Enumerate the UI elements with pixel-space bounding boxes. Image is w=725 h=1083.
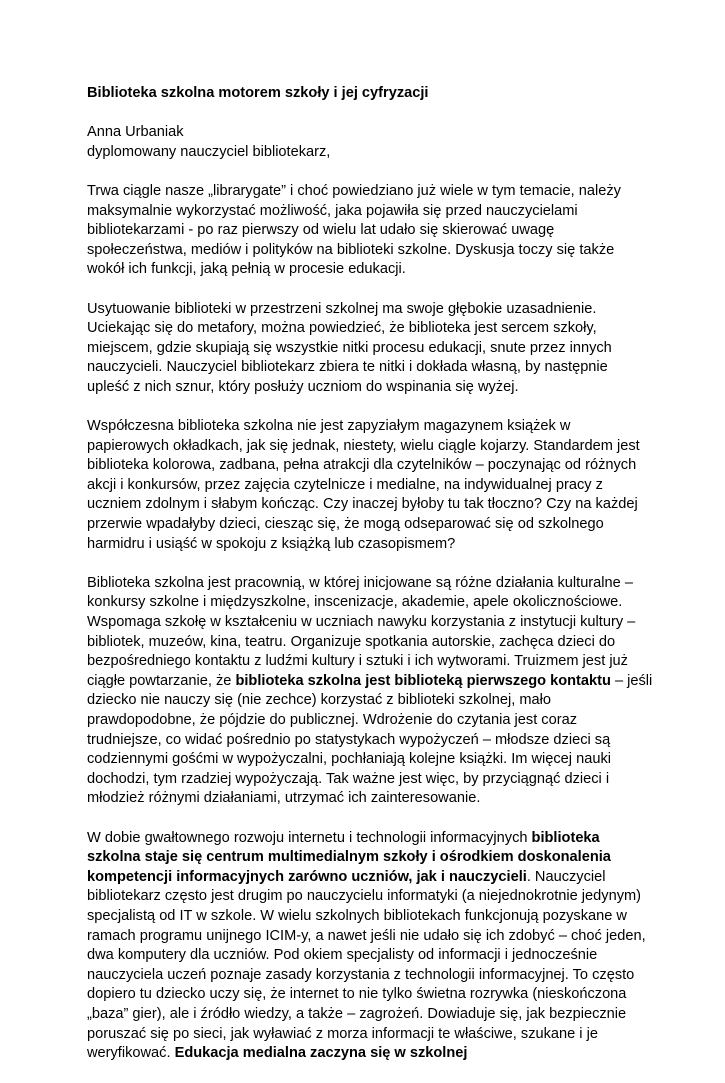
paragraph-text: Usytuowanie biblioteki w przestrzeni szkolnej ma swoje głębokie uzasadnienie. Uciekając się do metafory, można powiedzieć, że biblioteka jest sercem szkoły, miejscem, gdzie skupiają się wszystkie nitki procesu edukacji, snute przez innych nauczycieli. Nauczyciel bibliotekarz zbiera te nitki i dokłada własną, by następnie upleść z nich sznur, który posłuży uczniom do wspinania się wyżej. [87, 300, 612, 395]
paragraph-library-location [87, 300, 653, 398]
paragraph-it-era [87, 829, 653, 1064]
paragraph-emphasis: Edukacja medialna zaczyna się w szkolnej [174, 1045, 468, 1062]
author-block [87, 123, 653, 162]
paragraph-text: Trwa ciągle nasze „librarygate” i choć powiedziano już wiele w tym temacie, należy maksymalnie wykorzystać możliwość, jaka pojawiła się przed nauczycielami bibliotekarzami - po raz pierwszy od wielu lat udało się skierować uwagę społeczeństwa, mediów i polityków na biblioteki szkolne. Dyskusja toczy się także wokół ich funkcji, jaką pełnią w procesie edukacji. [87, 182, 621, 278]
paragraph-text: . Nauczyciel bibliotekarz często jest drugim po nauczycielu informatyki (a niejednokrotnie jedynym) specjalistą od IT w szkole. W wielu szkolnych bibliotekach funkcjonują pozyskane w ramach programu unijnego ICIM-y, a nawet jeśli nie udało się ich zdobyć – choć jeden, dwa komputery dla uczniów. Pod okiem specjalisty od informacji i jednocześnie nauczyciela uczeń poznaje zasady korzystania z technologii informacyjnej. To często dopiero tu dziecko uczy się, że internet to nie tylko świetna rozrywka (nieskończona „baza” gier), ale i źródło wiedzy, a także – zagrożeń. Dowiaduje się, jak bezpiecznie poruszać się po sieci, jak wyławiać z morza informacji te właściwe, szukane i je weryfikować. [87, 868, 646, 1062]
paragraph-text: Biblioteka szkolna jest pracownią, w której inicjowane są różne działania kulturalne – konkursy szkolne i międzyszkolne, inscenizacje, akademie, apele okolicznościowe. Wspomaga szkołę w kształceniu w uczniach nawyku korzystania z instytucji kultury – bibliotek, muzeów, kina, teatru. Organizuje spotkania autorskie, zachęca dzieci do bezpośredniego kontaktu z ludźmi kultury i sztuki i ich wytworami. Truizmem jest już ciągłe powtarzanie, że [87, 574, 636, 689]
paragraph-text: – jeśli dziecko nie nauczy się (nie zechce) korzystać z biblioteki szkolnej, mało prawdopodobne, że pójdzie do publicznej. Wdrożenie do czytania jest coraz trudniejsze, co widać pośrednio po statystykach wypożyczeń – młodsze dzieci są codziennymi gośćmi w wypożyczalni, pochłaniają kolejne książki. Im więcej nauki dochodzi, tym rzadziej wypożyczają. Tak ważne jest więc, by przyciągnąć dzieci i młodzież różnymi działaniami, utrzymać ich zainteresowanie. [87, 672, 653, 807]
author-name: Anna Urbaniak [87, 124, 184, 141]
paragraph-librarygate [87, 182, 653, 280]
paragraph-emphasis: biblioteka szkolna jest biblioteką pierwszego kontaktu [235, 672, 611, 689]
paragraph-emphasis: biblioteka szkolna staje się centrum multimedialnym szkoły i ośrodkiem doskonalenia kompetencji informacyjnych zarówno uczniów, jak i nauczycieli [87, 829, 611, 885]
paragraph-library-workshop [87, 574, 653, 809]
document-page [87, 84, 653, 1083]
paragraph-modern-library [87, 417, 653, 554]
paragraph-text: Współczesna biblioteka szkolna nie jest zapyziałym magazynem książek w papierowych okładkach, jak się jednak, niestety, wielu ciągle kojarzy. Standardem jest biblioteka kolorowa, zadbana, pełna atrakcji dla czytelników – poczynając od różnych akcji i konkursów, przez zajęcia czytelnicze i medialne, na indywidualnej pracy z uczniem zdolnym i słabym kończąc. Czy inaczej byłoby tu tak tłoczno? Czy na każdej przerwie wpadałyby dzieci, ciesząc się, że mogą odseparować się od szkolnego harmidru i usiąść w spokoju z książką lub czasopismem? [87, 418, 640, 552]
author-role: dyplomowany nauczyciel bibliotekarz, [87, 143, 331, 160]
document-title: Biblioteka szkolna motorem szkoły i jej cyfryzacji [87, 85, 429, 101]
paragraph-text: W dobie gwałtownego rozwoju internetu i technologii informacyjnych [87, 829, 532, 846]
